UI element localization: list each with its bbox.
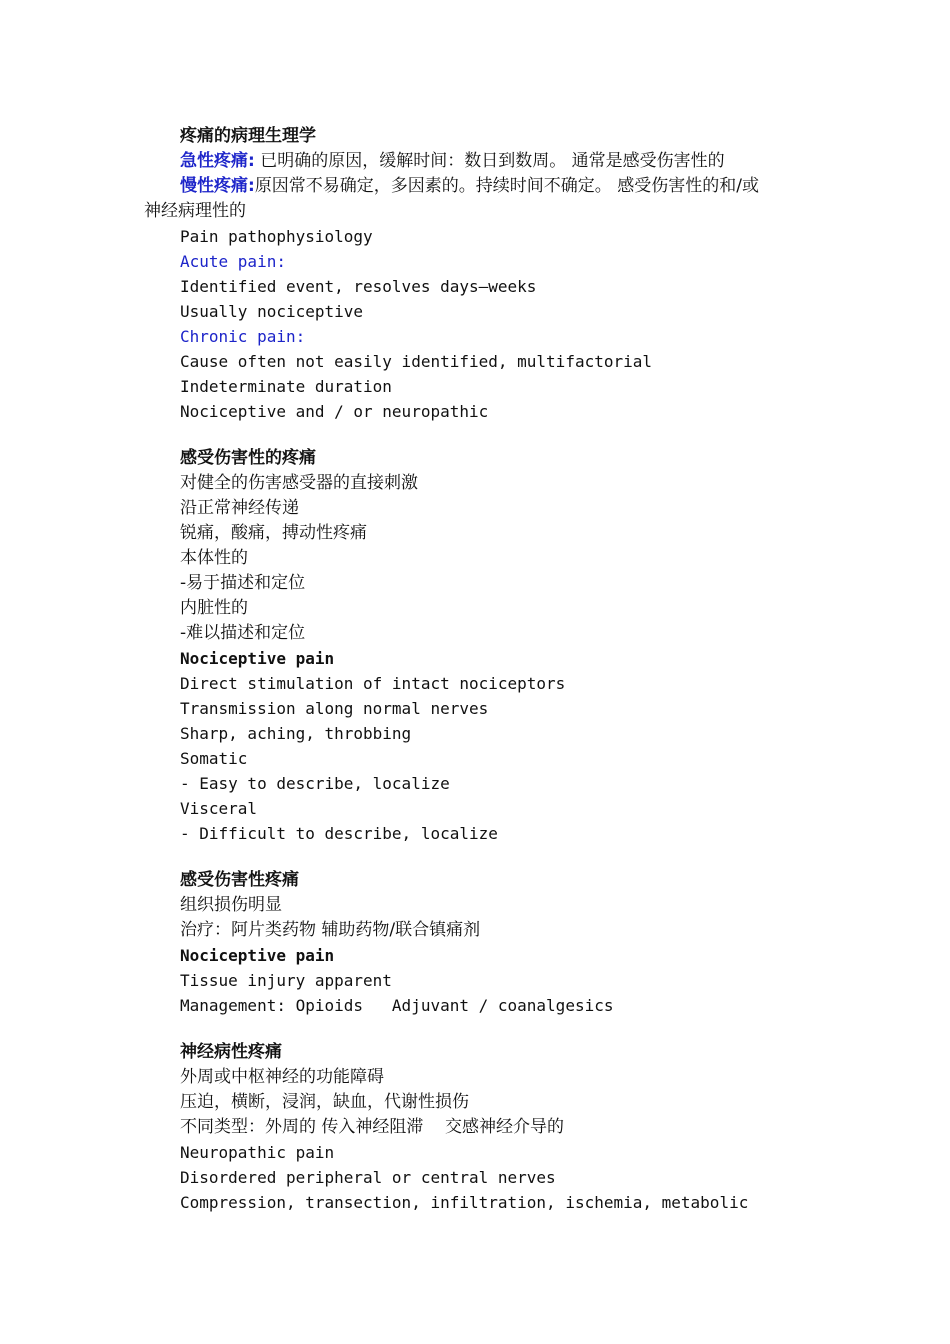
acute-pain-label-cn: 急性疼痛: (180, 151, 255, 171)
chronic-pain-line-en: Nociceptive and / or neuropathic (180, 402, 489, 421)
section-title-cn: 感受伤害性疼痛 (180, 870, 299, 890)
acute-pain-cn (180, 149, 840, 174)
text-line-cn: 内脏性的 (180, 598, 248, 618)
section-title-cn: 疼痛的病理生理学 (180, 126, 316, 146)
chronic-pain-cont-cn: 神经病理性的 (144, 201, 246, 221)
section-spacer (180, 1018, 840, 1040)
text-line-en: Somatic (180, 749, 248, 768)
text-line-en: Disordered peripheral or central nerves (180, 1168, 556, 1187)
chronic-pain-line-en: Indeterminate duration (180, 377, 392, 396)
section-title-en: Nociceptive pain (180, 946, 335, 965)
text-line-cn: 本体性的 (180, 548, 248, 568)
text-line-cn: 外周或中枢神经的功能障碍 (180, 1067, 384, 1087)
section-title-en: Nociceptive pain (180, 649, 335, 668)
acute-pain-line-en: Usually nociceptive (180, 302, 364, 321)
section-spacer (180, 424, 840, 446)
text-line-cn: 治疗：阿片类药物 辅助药物/联合镇痛剂 (180, 920, 481, 940)
text-line-cn: 组织损伤明显 (180, 895, 282, 915)
chronic-pain-line-en: Cause often not easily identified, multifactorial (180, 352, 653, 371)
text-line-cn: 压迫，横断，浸润，缺血，代谢性损伤 (180, 1092, 469, 1112)
section-title-cn: 感受伤害性的疼痛 (180, 448, 316, 468)
text-line-en: - Difficult to describe, localize (180, 824, 498, 843)
text-line-en: Compression, transection, infiltration, ischemia, metabolic (180, 1193, 749, 1212)
text-line-en: Management: Opioids Adjuvant / coanalgesics (180, 996, 614, 1015)
text-line-en: Neuropathic pain (180, 1143, 335, 1162)
text-line-en: Tissue injury apparent (180, 971, 392, 990)
text-line-cn: -难以描述和定位 (180, 623, 306, 643)
section-title-en: Pain pathophysiology (180, 227, 373, 246)
chronic-pain-label-en: Chronic pain: (180, 327, 306, 346)
text-line-en: Transmission along normal nerves (180, 699, 489, 718)
section-title-cn: 神经病性疼痛 (180, 1042, 282, 1062)
text-line-en: Sharp, aching, throbbing (180, 724, 412, 743)
text-line-en: Direct stimulation of intact nociceptors (180, 674, 566, 693)
chronic-pain-cn (180, 174, 840, 199)
acute-pain-text-cn: 已明确的原因，缓解时间：数日到数周。 通常是感受伤害性的 (254, 151, 725, 171)
text-line-cn: 不同类型：外周的 传入神经阻滞 交感神经介导的 (180, 1117, 565, 1137)
text-line-cn: 锐痛，酸痛，搏动性疼痛 (180, 523, 367, 543)
text-line-en: Visceral (180, 799, 258, 818)
chronic-pain-label-cn: 慢性疼痛: (180, 176, 255, 196)
text-line-en: - Easy to describe, localize (180, 774, 450, 793)
section-spacer (180, 846, 840, 868)
acute-pain-line-en: Identified event, resolves days–weeks (180, 277, 537, 296)
text-line-cn: 沿正常神经传递 (180, 498, 299, 518)
document-body (144, 124, 840, 1215)
chronic-pain-text-cn: 原因常不易确定，多因素的。持续时间不确定。 感受伤害性的和/或 (254, 176, 759, 196)
text-line-cn: -易于描述和定位 (180, 573, 306, 593)
acute-pain-label-en: Acute pain: (180, 252, 286, 271)
text-line-cn: 对健全的伤害感受器的直接刺激 (180, 473, 418, 493)
